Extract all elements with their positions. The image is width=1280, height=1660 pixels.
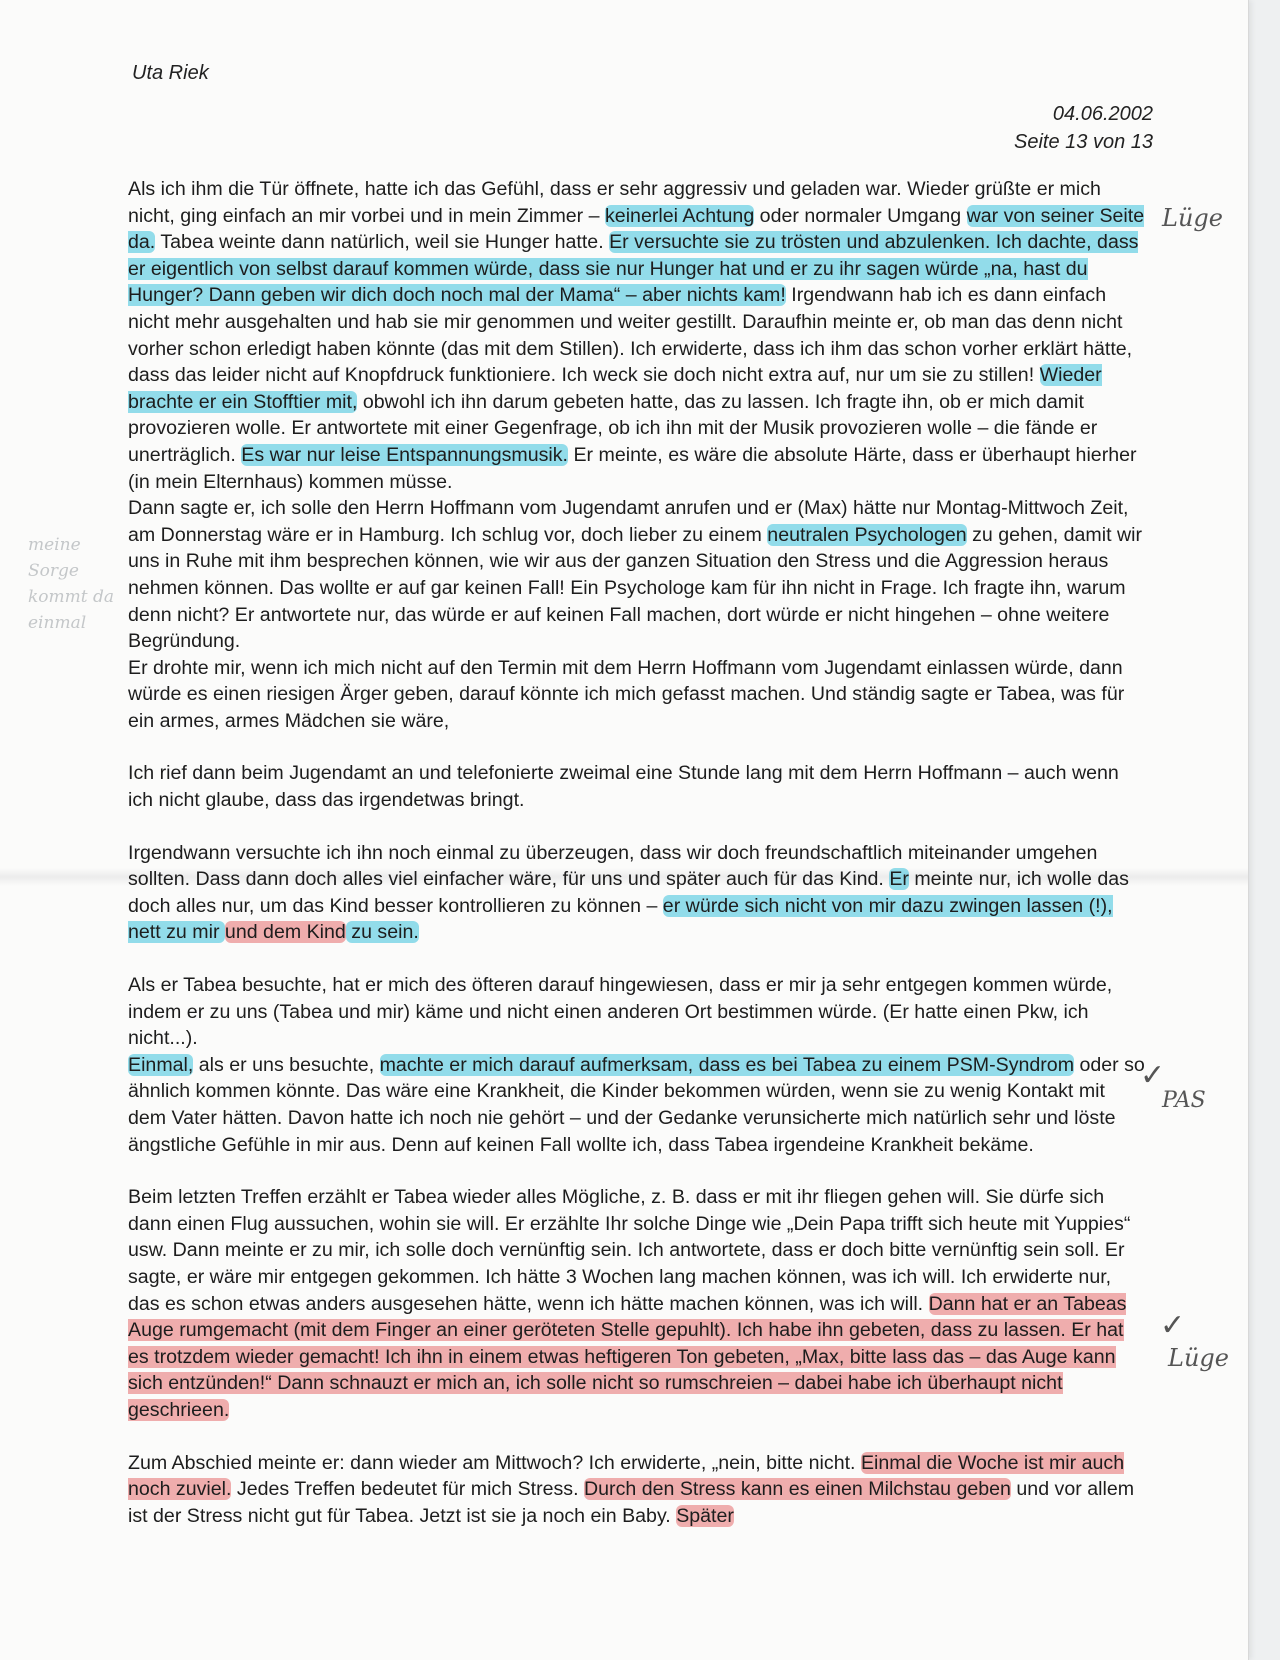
text-segment: und vor allem ist der Stress nicht gut für Tabea. Jetzt ist sie ja noch ein Baby.	[128, 1478, 1135, 1527]
margin-note-luege-1: Lüge	[1162, 204, 1223, 232]
text-segment: Als er Tabea besuchte, hat er mich des öfteren darauf hingewiesen, dass er mir ja sehr entgegen kommen würde, indem er zu uns (Tabea und mir) käme und nicht einen anderen Ort bestimmen würde. (Er hatte einen Pkw, ich nicht...).	[128, 974, 1113, 1050]
paragraph-5	[128, 1184, 1148, 1423]
highlight-blue: zu sein.	[345, 921, 419, 944]
text-segment: Ich rief dann beim Jugendamt an und telefonierte zweimal eine Stunde lang mit dem Herrn Hoffmann – auch wenn ich nicht glaube, dass das irgendetwas bringt.	[128, 762, 1119, 812]
text-segment: oder normaler Umgang	[754, 204, 967, 227]
highlight-blue: war von seiner Seite da.	[128, 204, 1145, 254]
highlight-blue: machte er mich darauf aufmerksam, dass es bei Tabea zu einem PSM-Syndrom	[379, 1053, 1075, 1076]
paragraph-2	[128, 760, 1148, 813]
text-segment: zu gehen, damit wir uns in Ruhe mit ihm besprechen können, wie wir aus der ganzen Situation den Stress und die Aggression heraus nehmen können. Das wollte er auf gar keinen Fall! Ein Psychologe kam für ihn nicht in Frage. Ich fragte ihn, warum denn nicht? Er antwortete nur, das würde er auf keinen Fall machen, dort würde er nicht hingehen – ohne weitere Begründung. Er drohte mir, wenn ich mich nicht auf den Termin mit dem Herrn Hoffmann vom Jugendamt einlassen würde, dann würde es einen riesigen Ärger geben, darauf könnte ich mich gefasst machen. Und ständig sagte er Tabea, was für ein armes, armes Mädchen sie wäre,	[128, 523, 1142, 732]
margin-note-faint: meine Sorge kommt da einmal	[28, 535, 115, 633]
highlight-blue: keinerlei Achtung	[605, 204, 755, 227]
text-segment: Jedes Treffen bedeutet für mich Stress.	[231, 1478, 584, 1501]
text-segment: obwohl ich ihn darum gebeten hatte, das zu lassen. Ich fragte ihn, ob er mich damit provozieren wolle. Er antwortete mit einer Gegenfrage, ob ich ihn mit der Musik provozieren wolle – die fände er unerträglich.	[128, 390, 1098, 466]
paragraph-3	[128, 840, 1148, 946]
highlight-red: Später	[676, 1504, 734, 1527]
document-date: 04.06.2002	[1052, 103, 1153, 125]
highlight-red: Durch den Stress kann es einen Milchstau geben	[584, 1478, 1011, 1501]
text-segment: oder so ähnlich kommen könnte. Das wäre eine Krankheit, die Kinder bekommen würden, wenn sie zu wenig Kontakt mit dem Vater hätten. Davon hatte ich noch nie gehört – und der Gedanke verunsicherte mich natürlich sehr und löste ängstliche Gefühle in mir aus. Denn auf keinen Fall wollte ich, dass Tabea irgendeine Krankheit bekäme.	[128, 1053, 1145, 1156]
text-segment: meinte nur, ich wolle das doch alles nur, um das Kind besser kontrollieren zu können –	[128, 868, 1129, 917]
text-segment: Als ich ihm die Tür öffnete, hatte ich das Gefühl, dass er sehr aggressiv und geladen war. Wieder grüßte er mich nicht, ging einfach an mir vorbei und in mein Zimmer –	[128, 178, 1101, 227]
text-segment: als er uns besuchte,	[193, 1053, 380, 1076]
highlight-blue: Wieder brachte er ein Stofftier mit,	[128, 364, 1102, 413]
highlight-blue: Einmal,	[128, 1053, 194, 1076]
highlight-blue: Es war nur leise Entspannungsmusik.	[241, 443, 569, 466]
paragraph-6	[128, 1450, 1148, 1530]
text-segment: Irgendwann hab ich es dann einfach nicht mehr ausgehalten und hab sie mir genommen und weiter gestillt. Daraufhin meinte er, ob man das denn nicht vorher schon erledigt haben könnte (das mit dem Stillen). Ich erwiderte, dass ich ihm das schon vorher erklärt hätte, dass das leider nicht auf Knopfdruck funktioniere. Ich weck sie doch nicht extra auf, nur um sie zu stillen!	[128, 284, 1133, 387]
text-segment: Irgendwann versuchte ich ihn noch einmal zu überzeugen, dass wir doch freundschaftlich miteinander umgehen sollten. Dass dann doch alles viel einfacher wäre, für uns und später auch für das Kind.	[128, 841, 1098, 891]
margin-note-pas: PAS	[1162, 1088, 1206, 1113]
highlight-blue: er würde sich nicht von mir dazu zwingen lassen (!), nett zu mir	[128, 894, 1113, 944]
text-segment: Er meinte, es wäre die absolute Härte, dass er überhaupt hierher (in mein Elternhaus) kommen müsse. Dann sagte er, ich solle den Herrn Hoffmann vom Jugendamt anrufen und er (Max) hätte nur Montag-Mittwoch Zeit, am Donnerstag wäre er in Hamburg. Ich schlug vor, doch lieber zu einem	[128, 443, 1137, 546]
checkmark-icon: ✓	[1140, 1059, 1166, 1092]
paragraph-1	[128, 176, 1148, 734]
letter-body	[128, 176, 1148, 1529]
margin-note-luege-2: Lüge	[1168, 1344, 1229, 1372]
highlight-red: Einmal die Woche ist mir auch noch zuviel.	[128, 1451, 1125, 1501]
highlight-red: und dem Kind	[224, 921, 346, 944]
author-name: Uta Riek	[132, 62, 209, 84]
text-segment: Tabea weinte dann natürlich, weil sie Hunger hatte.	[155, 231, 610, 254]
text-segment: Beim letzten Treffen erzählt er Tabea wieder alles Mögliche, z. B. dass er mit ihr fliegen gehen will. Sie dürfe sich dann einen Flug aussuchen, wohin sie will. Er erzählte Ihr solche Dinge wie „Dein Papa trifft sich heute mit Yuppies“ usw. Dann meinte er zu mir, ich solle doch vernünftig sein. Ich antwortete, dass er doch bitte vernünftig sein soll. Er sagte, er wäre mir entgegen gekommen. Ich hätte 3 Wochen lang machen können, was ich will. Ich erwiderte nur, das es schon etwas anders ausgesehen hätte, wenn ich hätte machen können, was ich will.	[128, 1186, 1131, 1315]
highlight-blue: Er	[889, 868, 909, 891]
header-meta	[1014, 100, 1153, 156]
highlight-blue: Er versuchte sie zu trösten und abzulenken. Ich dachte, dass er eigentlich von selbst darauf kommen würde, dass sie nur Hunger hat und er zu ihr sagen würde „na, hast du Hunger? Dann geben wir dich doch noch mal der Mama“ – aber nichts kam!	[128, 231, 1139, 307]
paragraph-4	[128, 972, 1148, 1158]
checkmark-icon: ✓	[1160, 1309, 1186, 1342]
text-segment: Zum Abschied meinte er: dann wieder am Mittwoch? Ich erwiderte, „nein, bitte nicht.	[128, 1451, 861, 1474]
page-number: Seite 13 von 13	[1014, 131, 1153, 153]
highlight-red: Dann hat er an Tabeas Auge rumgemacht (mit dem Finger an einer geröteten Stelle gepuhlt). Ich habe ihn gebeten, dass zu lassen. Er hat es trotzdem wieder gemacht! Ich ihn in einem etwas heftigeren Ton gebeten, „Max, bitte lass das – das Auge kann sich entzünden!“ Dann schnauzt er mich an, ich solle nicht so rumschreien – dabei habe ich überhaupt nicht geschrieen.	[128, 1292, 1127, 1421]
highlight-blue: neutralen Psychologen	[767, 523, 967, 546]
